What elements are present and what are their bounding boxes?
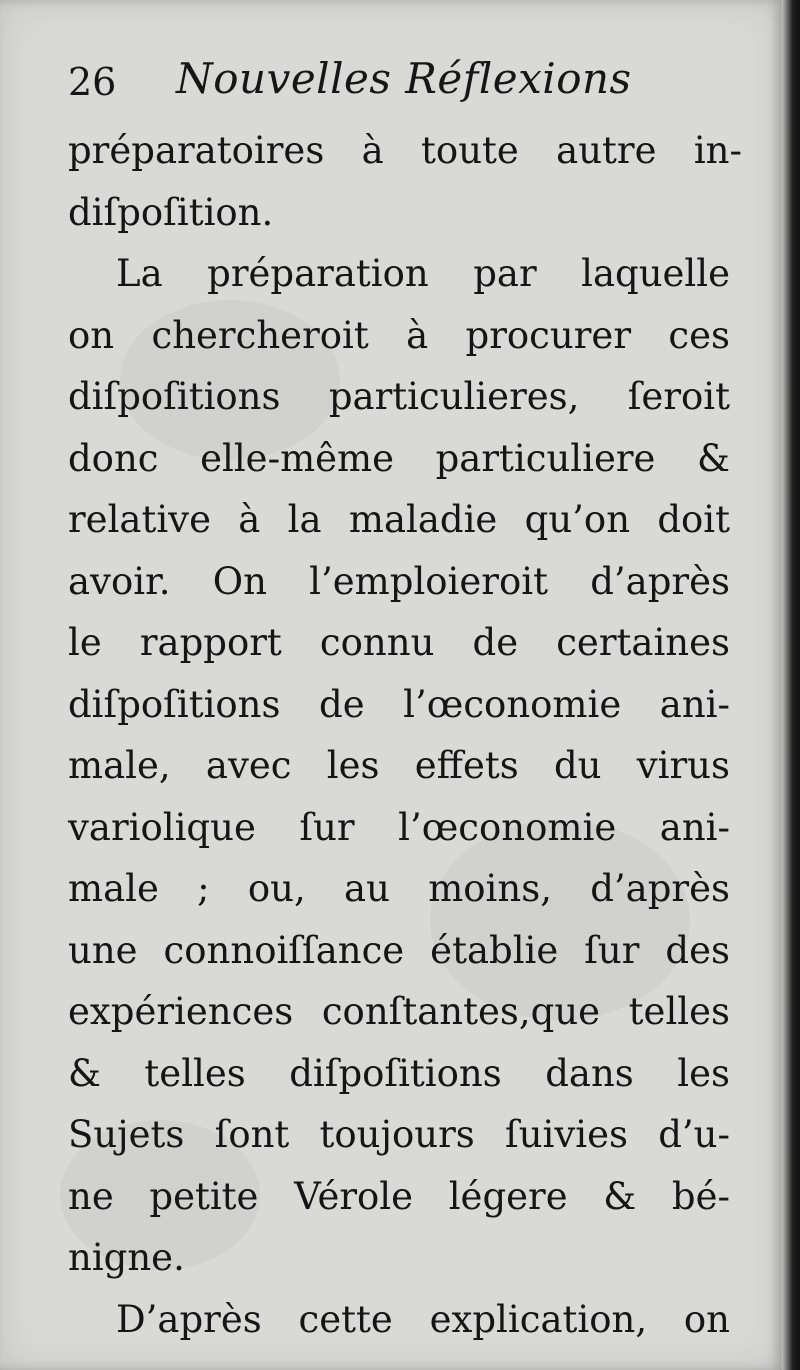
text-line: diſpoſitions particulieres, ſeroit xyxy=(68,375,730,418)
text-line: une connoiſſance établie ſur des xyxy=(68,928,730,972)
text-line: ne petite Vérole légere & bé- xyxy=(68,1174,730,1218)
text-line: nigne. xyxy=(68,1236,185,1279)
text-line: avoir. On l’emploieroit d’après xyxy=(68,559,730,603)
text-line: relative à la maladie qu’on doit xyxy=(68,498,730,541)
text-line: La préparation par laquelle xyxy=(116,252,730,295)
text-line: donc elle-même particuliere & xyxy=(68,436,730,480)
text-line: préparatoires à toute autre in- xyxy=(68,129,742,172)
text-line: male ; ou, au moins, d’après xyxy=(68,867,730,910)
text-line: Sujets ſont toujours ſuivies d’u- xyxy=(68,1113,730,1156)
text-line: & telles diſpoſitions dans les xyxy=(68,1051,730,1095)
text-line: le rapport connu de certaines xyxy=(68,621,730,664)
page-header xyxy=(68,54,708,116)
running-head: Nouvelles Réflexions xyxy=(176,54,632,103)
text-line: male, avec les effets du virus xyxy=(68,744,730,787)
text-line: diſpoſition. xyxy=(68,190,274,234)
page-number: 26 xyxy=(68,60,117,104)
text-line: diſpoſitions de l’œconomie ani- xyxy=(68,682,730,726)
text-line: expériences conſtantes,que telles xyxy=(68,990,730,1033)
body-text xyxy=(68,120,742,1350)
text-line: D’après cette explication, on xyxy=(116,1297,730,1341)
page-edge-shadow xyxy=(782,0,800,1370)
text-line: on chercheroit à procurer ces xyxy=(68,313,730,357)
text-line: variolique ſur l’œconomie ani- xyxy=(68,805,730,849)
